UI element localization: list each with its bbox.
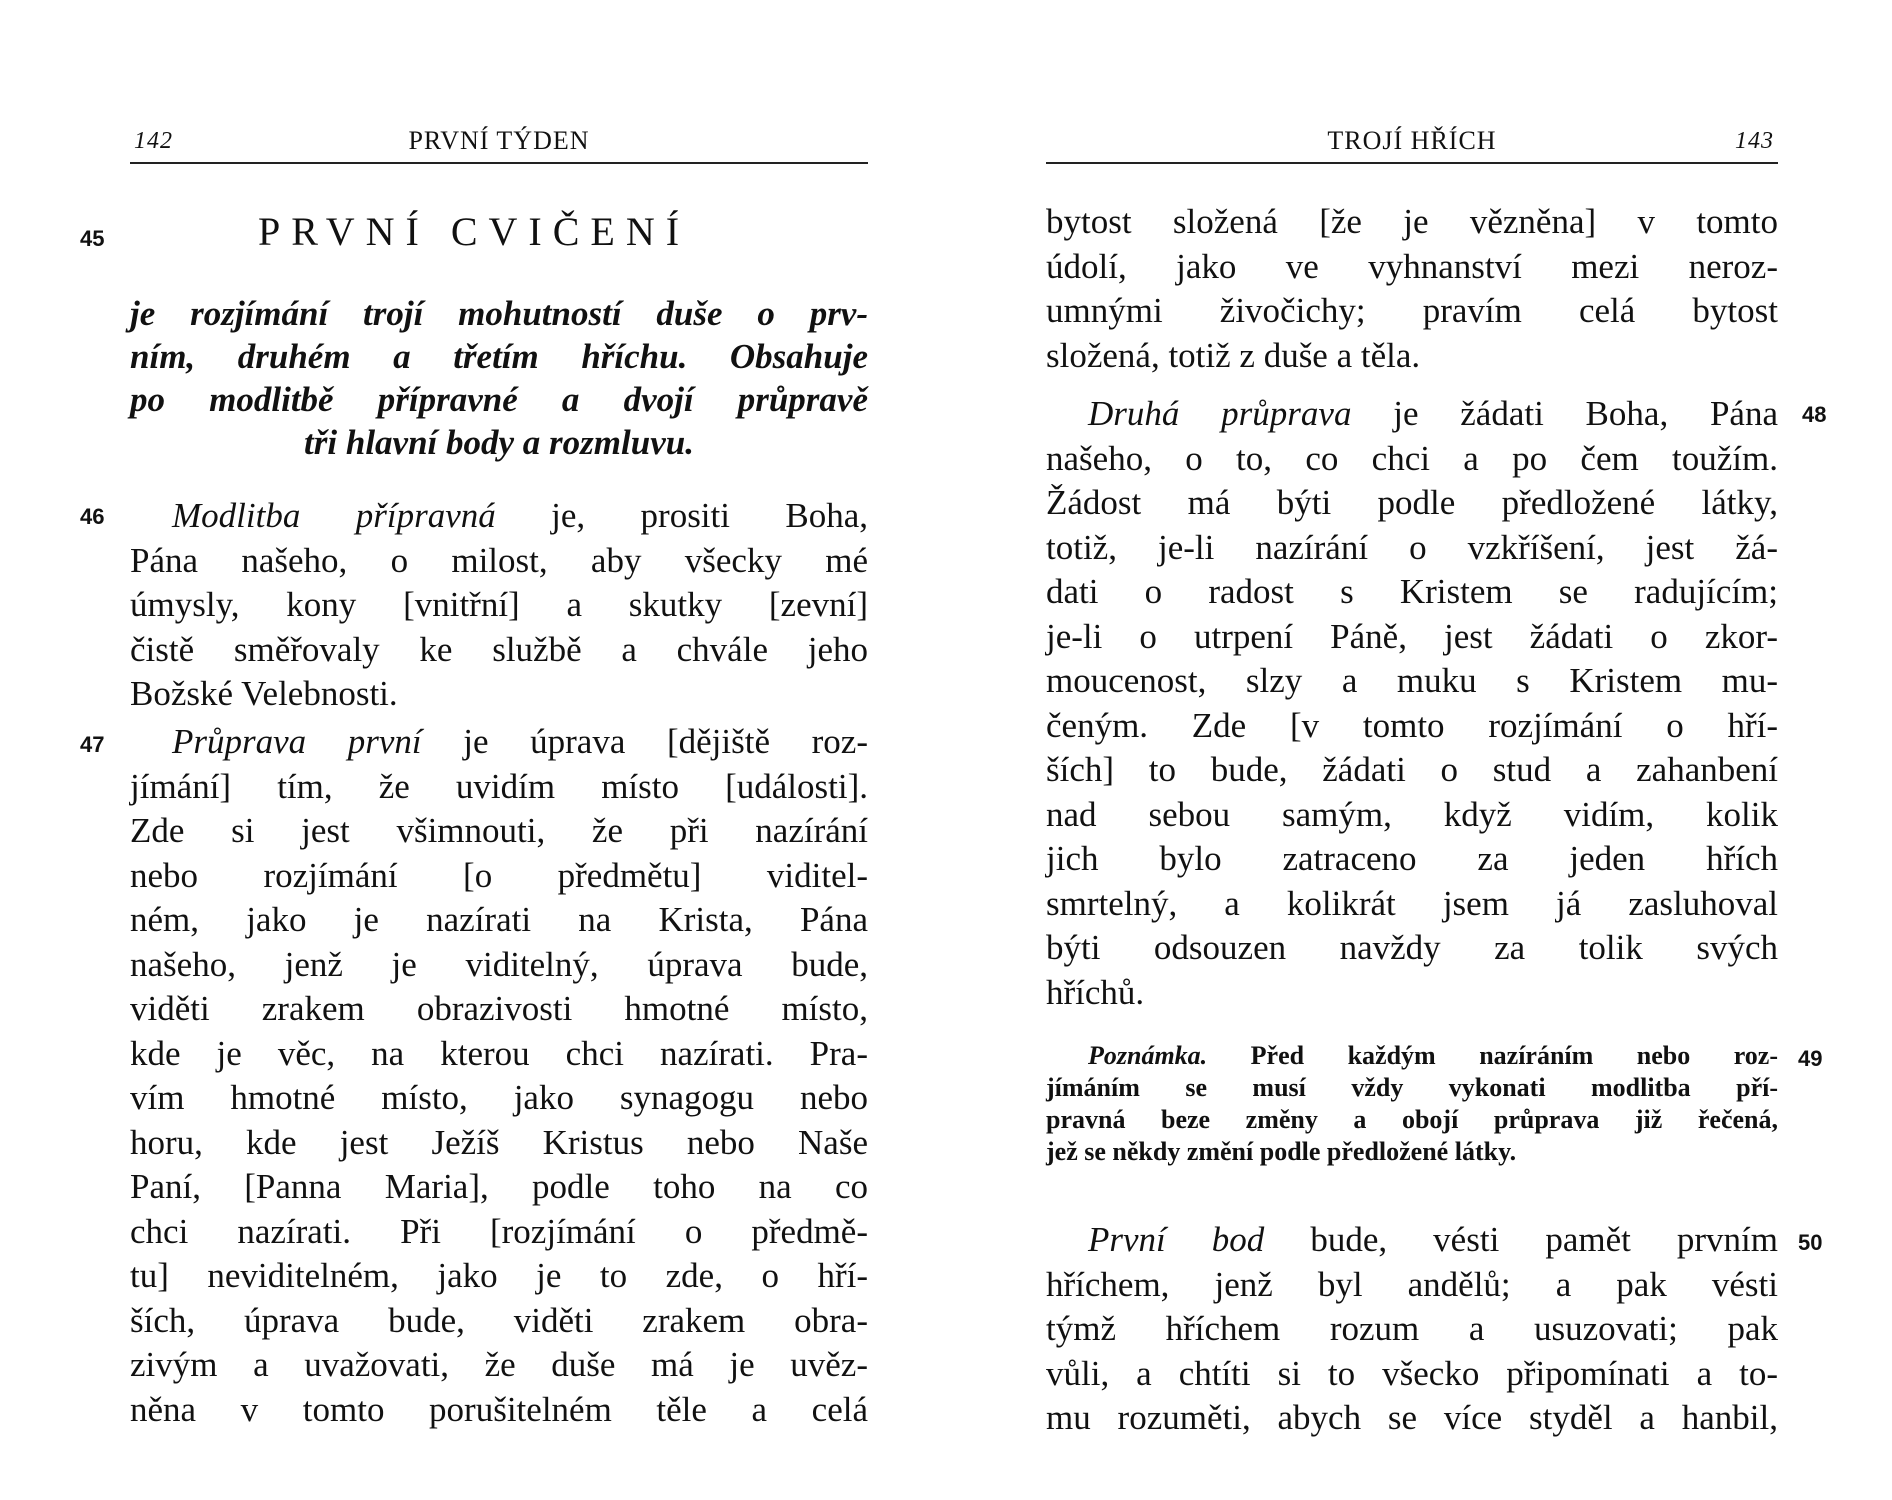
text-line: nad sebou samým, když vidím, kolik	[1046, 794, 1778, 834]
text-line: Božské Velebnosti.	[130, 674, 398, 713]
text-line: čistě směřovaly ke službě a chvále jeho	[130, 629, 868, 669]
text-line: umnými živočichy; pravím celá bytost	[1046, 291, 1778, 330]
text-line: tu] neviditelném, jako je to zde, o hří-	[130, 1256, 868, 1295]
paragraph-label: Průprava první	[172, 722, 422, 761]
note-49	[1046, 1040, 1778, 1168]
text-line: viděti zrakem obrazivosti hmotné místo,	[130, 989, 868, 1028]
note-label: Poznámka.	[1088, 1041, 1208, 1070]
text-line: bude, vésti pamět prvním	[1264, 1220, 1778, 1259]
text-line: vůli, a chtíti si to všecko připomínati a to-	[1046, 1353, 1778, 1393]
text-line: jímání] tím, že uvidím místo [události].	[130, 766, 868, 806]
page-number: 142	[134, 128, 173, 154]
text-line: hříchem, jenž byl andělů; a pak vésti	[1046, 1264, 1778, 1304]
running-title: PRVNÍ TÝDEN	[408, 126, 590, 155]
text-line: totiž, je-li nazírání o vzkříšení, jest žá-	[1046, 527, 1778, 567]
paragraph-48	[1046, 392, 1778, 1015]
text-line: Pána našeho, o milost, aby všecky mé	[130, 540, 868, 580]
text-line: vím hmotné místo, jako synagogu nebo	[130, 1078, 868, 1117]
text-line: jímáním se musí vždy vykonati modlitba pří-	[1046, 1073, 1778, 1102]
margin-number: 46	[80, 504, 105, 529]
section-heading: PRVNÍ CVIČENÍ	[258, 209, 691, 254]
margin-number: 50	[1798, 1230, 1823, 1255]
running-head-left	[130, 122, 868, 164]
text-line: je žádati Boha, Pána	[1351, 394, 1778, 433]
text-line: chci nazírati. Při [rozjímání o předmě-	[130, 1211, 868, 1251]
text-line: zivým a uvažovati, že duše má je uvěz-	[130, 1345, 868, 1384]
running-head-right	[1046, 122, 1778, 164]
text-line: jež se někdy změní podle předložené látky.	[1046, 1137, 1517, 1166]
text-line: mu rozuměti, abych se více styděl a hanbil,	[1046, 1398, 1778, 1437]
text-line: kde je věc, na kterou chci nazírati. Pra-	[130, 1033, 868, 1073]
right-page	[946, 0, 1892, 1500]
text-line: nebo rozjímání [o předmětu] viditel-	[130, 855, 868, 895]
text-line: našeho, jenž je viditelný, úprava bude,	[130, 944, 868, 984]
text-line: býti odsouzen navždy za tolik svých	[1046, 928, 1778, 967]
page-number: 143	[1735, 128, 1774, 154]
text-line: týmž hříchem rozum a usuzovati; pak	[1046, 1309, 1778, 1348]
intro-line: tři hlavní body a rozmluvu.	[304, 423, 694, 462]
text-line: našeho, o to, co chci a po čem toužím.	[1046, 438, 1778, 478]
text-line: je-li o utrpení Páně, jest žádati o zkor-	[1046, 616, 1778, 656]
text-line: moucenost, slzy a muku s Kristem mu-	[1046, 661, 1778, 700]
paragraph-50	[1046, 1218, 1778, 1441]
text-line: Paní, [Panna Maria], podle toho na co	[130, 1167, 868, 1206]
text-line: ších] to bude, žádati o stud a zahanbení	[1046, 750, 1778, 789]
text-line: je úprava [dějiště roz-	[421, 722, 868, 761]
text-line: Před každým nazíráním nebo roz-	[1207, 1041, 1778, 1070]
text-line: pravná beze změny a obojí průprava již řečená,	[1046, 1105, 1778, 1134]
margin-number: 45	[80, 226, 105, 251]
margin-number: 49	[1798, 1046, 1823, 1071]
paragraph-47	[130, 720, 868, 1432]
text-line: složená, totiž z duše a těla.	[1046, 335, 1421, 375]
continuation-text	[1046, 200, 1778, 378]
text-line: dati o radost s Kristem se radujícím;	[1046, 572, 1778, 611]
margin-number: 47	[80, 732, 105, 757]
paragraph-label: Modlitba přípravná	[172, 496, 496, 535]
text-line: hříchů.	[1046, 972, 1145, 1012]
margin-number: 48	[1802, 402, 1827, 427]
paragraph-46	[130, 494, 868, 717]
intro-line: ním, druhém a třetím hříchu. Obsahuje	[130, 337, 868, 376]
text-line: úmysly, kony [vnitřní] a skutky [zevní]	[130, 585, 868, 624]
paragraph-label: Druhá průprava	[1088, 394, 1352, 433]
text-line: něna v tomto porušitelném těle a celá	[130, 1389, 868, 1429]
text-line: ném, jako je nazírati na Krista, Pána	[130, 900, 868, 939]
text-line: horu, kde jest Ježíš Kristus nebo Naše	[130, 1122, 868, 1162]
text-line: jich bylo zatraceno za jeden hřích	[1046, 839, 1778, 878]
paragraph-label: První bod	[1088, 1220, 1265, 1259]
running-title: TROJÍ HŘÍCH	[1327, 126, 1497, 155]
text-line: je, prositi Boha,	[495, 496, 869, 535]
intro-line: je rozjímání trojí mohutností duše o prv-	[130, 294, 868, 333]
text-line: bytost složená [že je vězněna] v tomto	[1046, 202, 1778, 241]
text-line: údolí, jako ve vyhnanství mezi neroz-	[1046, 246, 1778, 286]
text-line: čeným. Zde [v tomto rozjímání o hří-	[1046, 705, 1778, 745]
intro-line: po modlitbě přípravné a dvojí průpravě	[130, 380, 868, 419]
text-line: ších, úprava bude, viděti zrakem obra-	[130, 1300, 868, 1340]
intro-text	[130, 292, 868, 464]
text-line: Zde si jest všimnouti, že při nazírání	[130, 811, 868, 850]
text-line: smrtelný, a kolikrát jsem já zasluhoval	[1046, 883, 1778, 923]
text-line: Žádost má býti podle předložené látky,	[1046, 483, 1778, 522]
